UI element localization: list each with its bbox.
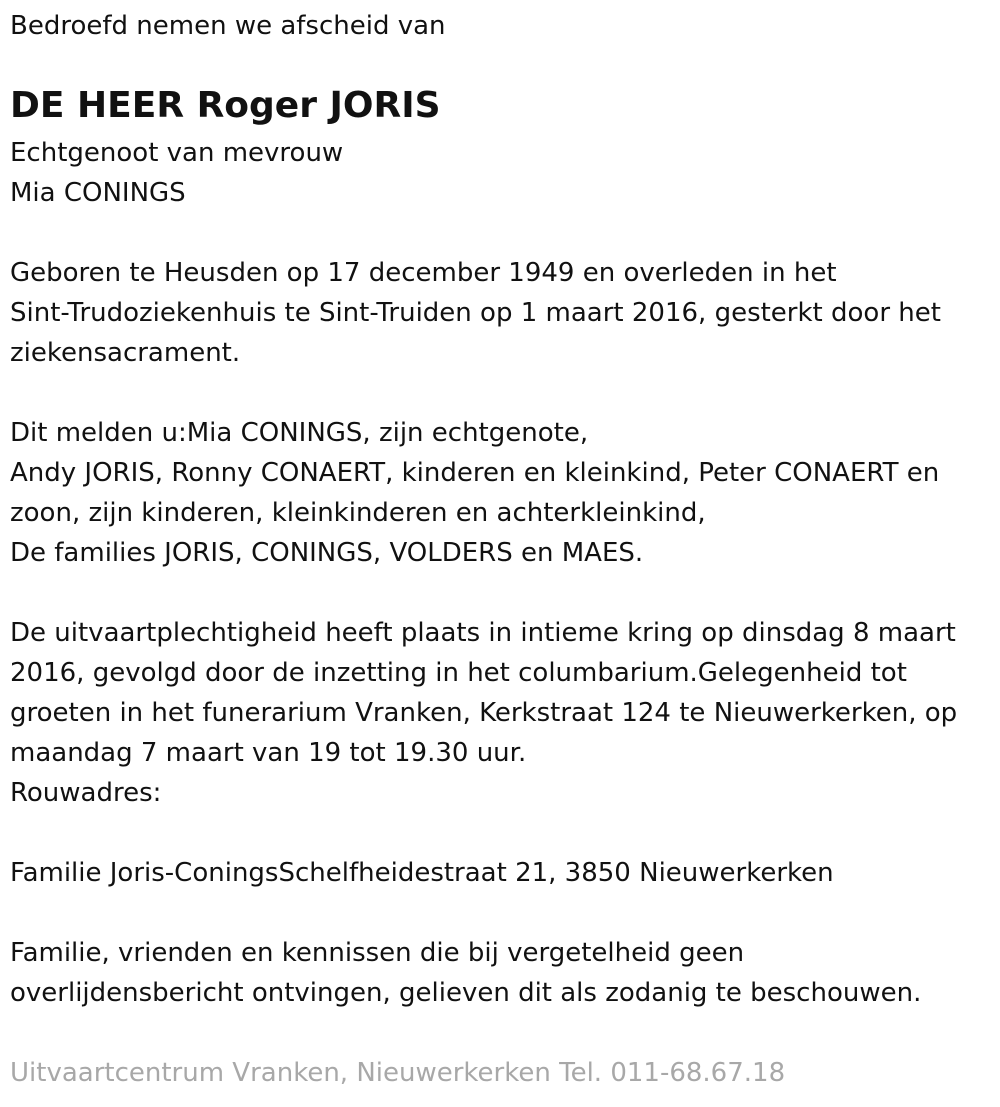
spouse-name: Mia CONINGS [10, 178, 186, 208]
paragraph-line: Dit melden u:Mia CONINGS, zijn echtgenote, [10, 418, 589, 448]
paragraph-line: De uitvaartplechtigheid heeft plaats in intieme kring op dinsdag 8 maart [10, 618, 956, 648]
funeral-home-footer: Uitvaartcentrum Vranken, Nieuwerkerken Tel. 011-68.67.18 [10, 1058, 786, 1088]
spouse-block [10, 133, 343, 213]
mourning-address-label: Rouwadres: [10, 778, 162, 808]
ceremony-paragraph [10, 613, 957, 813]
paragraph-line: maandag 7 maart van 19 tot 19.30 uur. [10, 738, 527, 768]
paragraph-line: overlijdensbericht ontvingen, gelieven dit als zodanig te beschouwen. [10, 978, 922, 1008]
paragraph-line: Sint-Trudoziekenhuis te Sint-Truiden op 1 maart 2016, gesterkt door het [10, 298, 941, 328]
paragraph-line: Andy JORIS, Ronny CONAERT, kinderen en kleinkind, Peter CONAERT en [10, 458, 940, 488]
paragraph-line: Geboren te Heusden op 17 december 1949 en overleden in het [10, 258, 837, 288]
mourning-address [10, 853, 834, 893]
intro-text: Bedroefd nemen we afscheid van [10, 11, 446, 41]
spouse-line: Echtgenoot van mevrouw [10, 138, 344, 168]
paragraph-line: groeten in het funerarium Vranken, Kerkstraat 124 te Nieuwerkerken, op [10, 698, 958, 728]
paragraph-line: De families JORIS, CONINGS, VOLDERS en MAES. [10, 538, 644, 568]
deceased-name: DE HEER Roger JORIS [10, 85, 441, 126]
address-line: Familie Joris-ConingsSchelfheidestraat 21, 3850 Nieuwerkerken [10, 858, 834, 888]
closing-note [10, 933, 921, 1013]
paragraph-line: Familie, vrienden en kennissen die bij vergetelheid geen [10, 938, 745, 968]
paragraph-line: ziekensacrament. [10, 338, 241, 368]
paragraph-line: 2016, gevolgd door de inzetting in het columbarium.Gelegenheid tot [10, 658, 907, 688]
birth-death-paragraph [10, 253, 941, 373]
paragraph-line: zoon, zijn kinderen, kleinkinderen en achterkleinkind, [10, 498, 706, 528]
announcers-paragraph [10, 413, 939, 573]
